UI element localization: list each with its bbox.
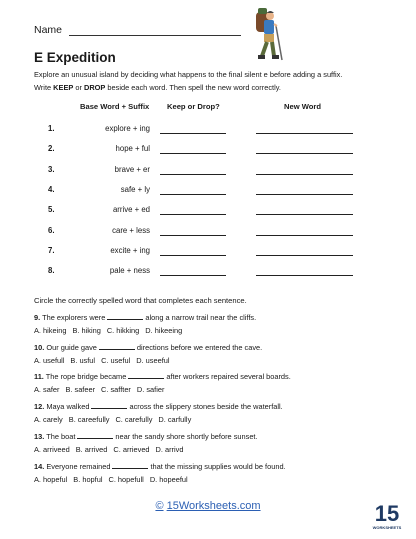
answer-blank: [128, 371, 164, 379]
circle-instruction: Circle the correctly spelled word that completes each sentence.: [34, 296, 247, 305]
item-number: 6.: [48, 225, 55, 235]
base-word: care + less: [112, 225, 150, 235]
answer-option[interactable]: B. hiking: [72, 326, 101, 335]
keep-or-drop-line[interactable]: [160, 133, 226, 134]
keep-keyword: KEEP: [53, 83, 74, 92]
question-number: 12.: [34, 402, 45, 412]
instruction-text: beside each word. Then spell the new word correctly.: [105, 83, 281, 92]
item-number: 7.: [48, 245, 55, 255]
sentence-start: The explorers were: [42, 313, 106, 322]
answer-option[interactable]: B. careefully: [68, 415, 110, 425]
15worksheets-logo-icon: [372, 497, 402, 533]
name-line[interactable]: [69, 25, 241, 36]
sentence-end: along a narrow trail near the cliffs.: [145, 313, 257, 322]
page-title: E Expedition: [34, 50, 116, 65]
answer-option[interactable]: A. safer: [34, 385, 60, 395]
word-row: [34, 124, 374, 136]
word-row: [34, 266, 374, 278]
word-row: [34, 226, 374, 238]
answer-option[interactable]: C. hopefull: [108, 474, 144, 484]
answer-option[interactable]: D. hopeeful: [149, 474, 188, 484]
column-header-keep: Keep or Drop?: [167, 102, 220, 111]
answer-options: [34, 475, 194, 484]
answer-option[interactable]: A. hikeing: [34, 326, 67, 335]
answer-option[interactable]: B. usful: [70, 355, 96, 365]
question-number: 10.: [34, 342, 45, 352]
answer-options: [34, 445, 189, 454]
question-number: 13.: [34, 431, 45, 441]
word-row: [34, 144, 374, 156]
answer-blank: [112, 461, 148, 469]
answer-option[interactable]: A. arriveed: [34, 444, 70, 454]
new-word-line[interactable]: [256, 214, 353, 215]
answer-option[interactable]: A. hopeful: [34, 474, 68, 484]
item-number: 2.: [48, 144, 55, 154]
footer: [0, 500, 416, 512]
answer-options: [34, 385, 170, 394]
instruction-text: Write: [34, 83, 54, 92]
answer-option[interactable]: D. hikeeing: [145, 326, 183, 335]
base-word: arrive + ed: [112, 205, 150, 215]
keep-or-drop-line[interactable]: [160, 194, 226, 195]
new-word-line[interactable]: [256, 194, 353, 195]
answer-option[interactable]: C. carefully: [115, 415, 153, 425]
answer-option[interactable]: D. safier: [136, 385, 165, 395]
sentence-start: Maya walked: [46, 402, 90, 412]
answer-option[interactable]: B. hopful: [73, 474, 103, 484]
question-sentence: [34, 401, 283, 411]
answer-options: [34, 415, 197, 424]
column-header-base: Base Word + Suffix: [80, 102, 150, 111]
question-sentence: [34, 342, 262, 352]
logo-number: 15: [374, 501, 400, 526]
answer-option[interactable]: A. usefull: [34, 355, 65, 365]
item-number: 5.: [48, 205, 55, 215]
new-word-line[interactable]: [256, 235, 353, 236]
base-word: hope + ful: [115, 144, 150, 154]
answer-option[interactable]: A. carely: [34, 415, 63, 425]
keep-or-drop-line[interactable]: [160, 275, 226, 276]
keep-or-drop-line[interactable]: [160, 174, 226, 175]
copyright-symbol: ©: [155, 500, 164, 512]
sentence-start: Everyone remained: [46, 461, 111, 471]
answer-blank: [99, 342, 135, 350]
column-header-new: New Word: [284, 102, 321, 111]
answer-option[interactable]: D. carfully: [158, 415, 192, 425]
answer-option[interactable]: B. arrived: [75, 444, 108, 454]
answer-options: [34, 326, 188, 335]
sentence-end: near the sandy shore shortly before sunset.: [115, 431, 258, 441]
word-row: [34, 165, 374, 177]
item-number: 1.: [48, 124, 55, 133]
sentence-end: after workers repaired several boards.: [166, 372, 291, 382]
instruction-line-1: Explore an unusual island by deciding what happens to the final silent e before adding a suffix.: [34, 70, 343, 79]
new-word-line[interactable]: [256, 133, 353, 134]
answer-option[interactable]: C. hikking: [106, 326, 140, 335]
answer-option[interactable]: C. useful: [101, 355, 131, 365]
question-number: 11.: [34, 372, 44, 382]
new-word-line[interactable]: [256, 255, 353, 256]
base-word: brave + er: [114, 164, 150, 174]
item-number: 8.: [48, 266, 55, 276]
item-number: 3.: [48, 164, 55, 174]
new-word-line[interactable]: [256, 153, 353, 154]
answer-option[interactable]: C. saffter: [101, 385, 131, 395]
new-word-line[interactable]: [256, 174, 353, 175]
word-row: [34, 205, 374, 217]
item-number: 4.: [48, 184, 55, 194]
name-field-row: [34, 24, 241, 36]
sentence-end: that the missing supplies would be found.: [150, 461, 286, 471]
name-label: Name: [34, 24, 63, 36]
answer-option[interactable]: D. arrivd: [155, 444, 184, 454]
instruction-line-2: [34, 83, 281, 92]
answer-option[interactable]: C. arrieved: [113, 444, 150, 454]
base-word: safe + ly: [120, 184, 150, 194]
keep-or-drop-line[interactable]: [160, 214, 226, 215]
instruction-text: or: [73, 83, 84, 92]
sentence-end: across the slippery stones beside the waterfall.: [129, 402, 283, 412]
question-number: 14.: [34, 461, 45, 471]
sentence-start: Our guide gave: [46, 342, 97, 352]
question-number: 9.: [34, 313, 41, 322]
word-row: [34, 246, 374, 258]
keep-or-drop-line[interactable]: [160, 255, 226, 256]
word-row: [34, 185, 374, 197]
question-sentence: [34, 431, 258, 441]
base-word: excite + ing: [110, 245, 150, 255]
logo-word: WORKSHEETS: [372, 525, 402, 530]
base-word: pale + ness: [109, 266, 150, 276]
base-word: explore + ing: [105, 124, 150, 133]
question-sentence: [34, 461, 286, 471]
answer-option[interactable]: D. useeful: [136, 355, 170, 365]
question-sentence: [34, 312, 256, 322]
site-link[interactable]: 15Worksheets.com: [166, 500, 261, 512]
answer-blank: [77, 431, 113, 439]
sentence-end: directions before we entered the cave.: [136, 342, 263, 352]
sentence-start: The rope bridge became: [45, 372, 127, 382]
new-word-line[interactable]: [256, 275, 353, 276]
sentence-start: The boat: [46, 431, 76, 441]
answer-option[interactable]: B. safeer: [65, 385, 96, 395]
hiker-illustration-icon: [240, 4, 288, 64]
keep-or-drop-line[interactable]: [160, 235, 226, 236]
question-sentence: [34, 371, 291, 381]
keep-or-drop-line[interactable]: [160, 153, 226, 154]
answer-blank: [91, 401, 127, 409]
answer-blank: [107, 312, 143, 320]
answer-options: [34, 356, 176, 365]
drop-keyword: DROP: [84, 83, 106, 92]
